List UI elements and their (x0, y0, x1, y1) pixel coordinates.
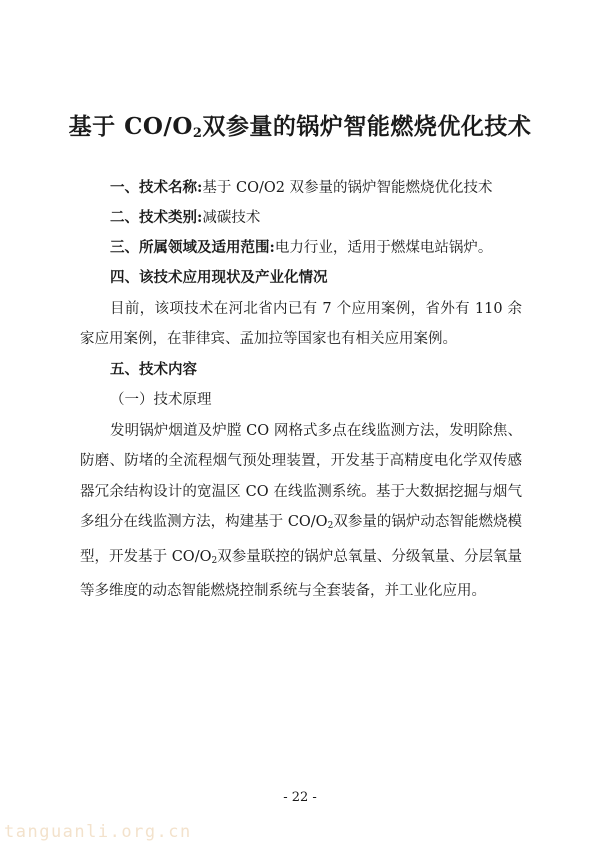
section-tech-category-value: 减碳技术 (202, 210, 261, 226)
section-field (110, 238, 492, 258)
principle-text (80, 416, 522, 606)
section-status-text: 目前，该项技术在河北省内已有 7 个应用案例，省外有 110 余家应用案例，在菲律宾、孟加拉等国家也有相关应用案例。 (80, 301, 522, 348)
title-suffix: 双参量的锅炉智能燃烧优化技术 (202, 113, 532, 140)
section-tech-category (110, 208, 260, 228)
section-field-label: 三、所属领域及适用范围: (110, 239, 275, 256)
section-field-value: 电力行业，适用于燃煤电站锅炉。 (274, 240, 493, 256)
principle-text-part1: 发明锅炉烟道及炉膛 CO 网格式多点在线监测方法，发明除焦、防磨、防堵的全流程烟气预处理装置，开发基于高精度电化学双传感器冗余结构设计的宽温区 CO 在线监测系统。基于大数据挖掘与烟气多组分在线监测方法，构建基于 CO/O (80, 423, 522, 531)
section-status-heading: 四、该技术应用现状及产业化情况 (110, 269, 328, 286)
section-tech-name-value: 基于 CO/O2 双参量的锅炉智能燃烧优化技术 (202, 180, 493, 196)
section-content-heading: 五、技术内容 (110, 361, 197, 378)
principle-text-sub2: 2 (211, 555, 218, 566)
section-tech-name (110, 178, 493, 198)
principle-text-part2: 双参量的锅炉动态智能燃烧模型，开发基于 CO/O (80, 514, 522, 565)
title-prefix: 基于 CO/O (68, 113, 193, 140)
principle-text-part3: 双参量联控的锅炉总氧量、分级氧量、分层氧量等多维度的动态智能燃烧控制系统与全套装备，并工业化应用。 (80, 548, 522, 600)
section-tech-name-label: 一、技术名称: (110, 179, 203, 196)
watermark: tanguanli.org.cn (4, 822, 192, 842)
document-title (40, 108, 560, 141)
principle-text-sub1: 2 (327, 521, 334, 532)
section-tech-category-label: 二、技术类别: (110, 209, 203, 226)
title-subscript: 2 (192, 126, 203, 141)
page-number: - 22 - (283, 790, 317, 805)
principle-heading: （一）技术原理 (110, 392, 212, 408)
